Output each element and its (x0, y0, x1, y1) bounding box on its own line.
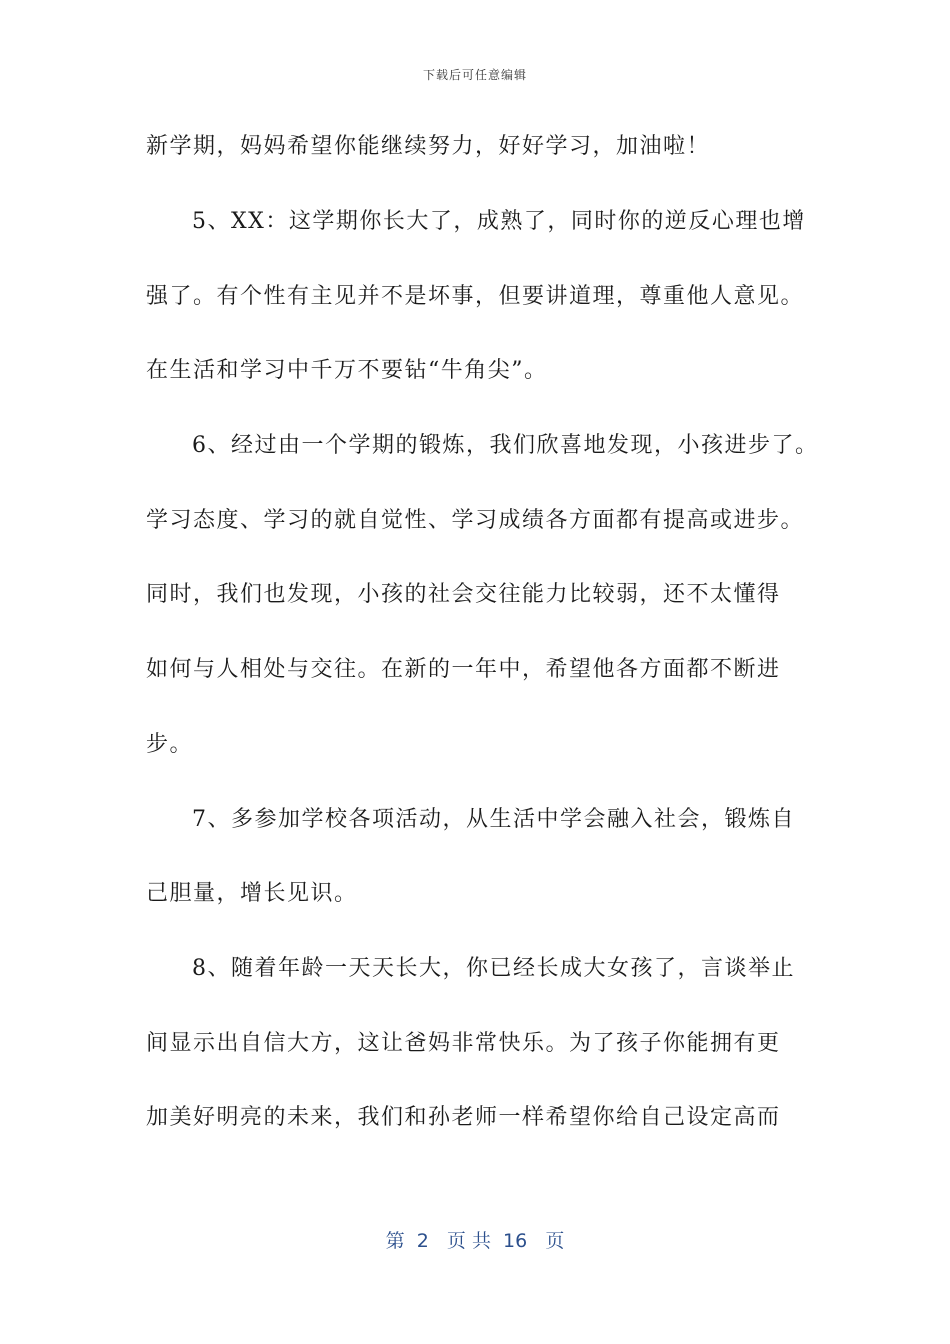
text-line: 5、XX：这学期你长大了，成熟了，同时你的逆反心理也增 (192, 209, 806, 234)
text-line: 学习态度、学习的就自觉性、学习成绩各方面都有提高或进步。 (146, 508, 805, 533)
text-line: 如何与人相处与交往。在新的一年中，希望他各方面都不断进 (146, 657, 781, 682)
text-line: 加美好明亮的未来，我们和孙老师一样希望你给自己设定高而 (146, 1105, 781, 1130)
text-line: 7、多参加学校各项活动，从生活中学会融入社会，锻炼自 (192, 807, 795, 832)
text-line: 强了。有个性有主见并不是坏事，但要讲道理，尊重他人意见。 (146, 284, 805, 309)
header-note: 下载后可任意编辑 (422, 68, 527, 82)
text-line: 间显示出自信大方，这让爸妈非常快乐。为了孩子你能拥有更 (146, 1031, 781, 1056)
text-line: 己胆量，增长见识。 (146, 881, 358, 906)
text-line: 8、随着年龄一天天长大，你已经长成大女孩了，言谈举止 (192, 956, 795, 981)
page-number-footer: 第 2 页 共 16 页 (385, 1230, 565, 1252)
text-line: 步。 (146, 732, 194, 757)
text-line: 6、经过由一个学期的锻炼，我们欣喜地发现，小孩进步了。 (192, 433, 819, 458)
text-line: 同时，我们也发现，小孩的社会交往能力比较弱，还不太懂得 (146, 582, 781, 607)
text-line: 新学期，妈妈希望你能继续努力，好好学习，加油啦！ (146, 134, 711, 159)
text-line: 在生活和学习中千万不要钻“牛角尖”。 (146, 358, 548, 383)
